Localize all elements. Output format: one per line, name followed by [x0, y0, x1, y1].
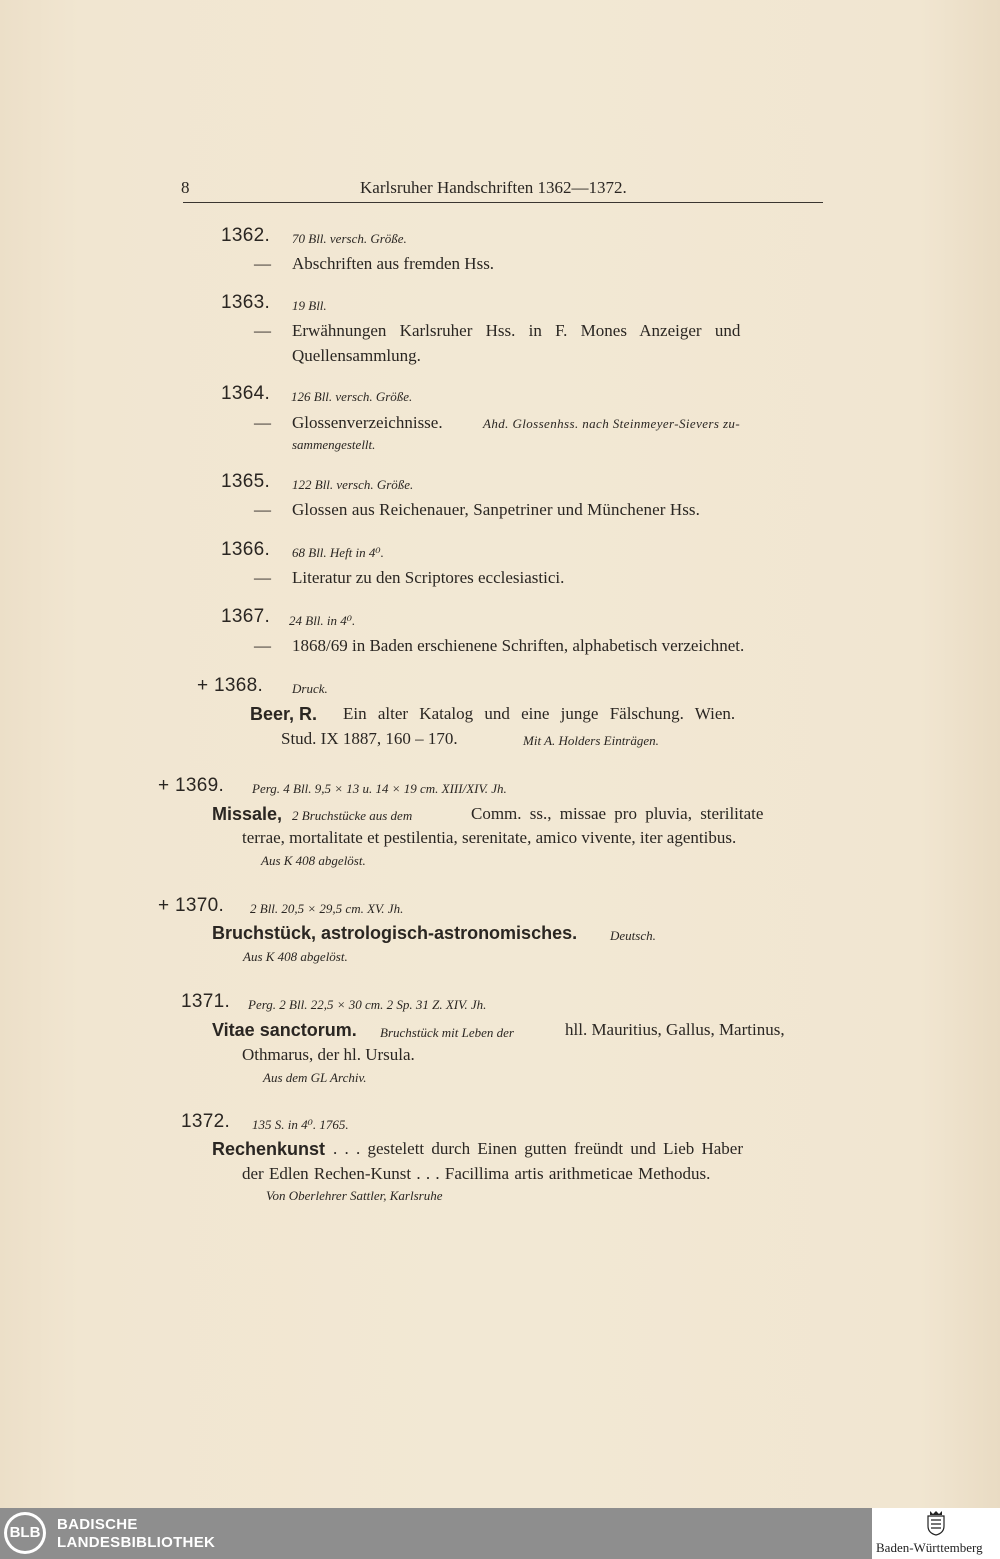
entry-text-line-2: terrae, mortalitate et pestilentia, serenitate, amico vivente, iter agentibus.: [242, 828, 737, 847]
entry-text: Abschriften aus fremden Hss.: [292, 254, 495, 273]
entry-text-line: [292, 321, 821, 341]
entry-text-line-2: der Edlen Rechen-Kunst . . . Facillima artis arithmeticae Methodus.: [242, 1164, 711, 1183]
entry-provenance: Aus dem GL Archiv.: [263, 1070, 367, 1085]
entry-number: + 1370.: [158, 895, 225, 916]
entry-dash: —: [254, 254, 271, 273]
library-name-line-2: LANDESBIBLIOTHEK: [57, 1534, 216, 1551]
entry-meta: 122 Bll. versch. Größe.: [292, 477, 414, 492]
library-name: [57, 1516, 215, 1552]
entry-text: hll. Mauritius, Gallus, Martinus,: [565, 1020, 785, 1039]
entry-title: Missale,: [212, 804, 283, 824]
entry-text: Literatur zu den Scriptores ecclesiastici.: [292, 568, 565, 587]
entry-meta: 68 Bll. Heft in 4⁰.: [292, 545, 384, 560]
entry-number: + 1368.: [197, 675, 264, 696]
entry-note: 2 Bruchstücke aus dem: [292, 808, 413, 823]
entry-meta: 135 S. in 4⁰. 1765.: [252, 1117, 349, 1132]
entry-meta: 126 Bll. versch. Größe.: [291, 389, 413, 404]
header-rule: [183, 202, 823, 203]
entry-meta: 24 Bll. in 4⁰.: [289, 613, 356, 628]
library-footer-bar: [0, 1508, 1000, 1559]
entry-dash: —: [254, 321, 271, 340]
entry-dash: —: [254, 636, 271, 655]
entry-dash: —: [254, 500, 271, 519]
entry-note: Ahd. Glossenhss. nach Steinmeyer-Sievers zu-: [483, 416, 741, 431]
entry-text-line-2: Stud. IX 1887, 160 – 170.: [281, 729, 458, 748]
entry-title: Bruchstück, astrologisch-astronomisches.: [212, 923, 578, 943]
entry-meta: 70 Bll. versch. Größe.: [292, 231, 407, 246]
entry-number: 1362.: [221, 225, 271, 246]
entry-number: 1363.: [221, 292, 271, 313]
entry-dash: —: [254, 568, 271, 587]
running-title: Karlsruher Handschriften 1362—1372.: [360, 178, 627, 197]
entry-note: Deutsch.: [610, 928, 656, 943]
entry-dash: —: [254, 413, 271, 432]
entry-text-line-2: Othmarus, der hl. Ursula.: [242, 1045, 415, 1064]
entry-number: + 1369.: [158, 775, 225, 796]
entry-number: 1372.: [181, 1111, 231, 1132]
entry-provenance: Von Oberlehrer Sattler, Karlsruhe: [266, 1188, 443, 1203]
entry-text: Glossenverzeichnisse.: [292, 413, 443, 432]
entry-meta: Perg. 2 Bll. 22,5 × 30 cm. 2 Sp. 31 Z. XIV. Jh.: [248, 997, 487, 1012]
entry-meta: 19 Bll.: [292, 298, 327, 313]
entry-meta: Perg. 4 Bll. 9,5 × 13 u. 14 × 19 cm. XIII/XIV. Jh.: [252, 781, 507, 796]
entry-title: Rechenkunst: [212, 1139, 326, 1159]
entry-number: 1367.: [221, 606, 271, 627]
entry-note: Bruchstück mit Leben der: [380, 1025, 514, 1040]
blb-logo-icon: [4, 1512, 46, 1554]
entry-note-line-2: sammengestellt.: [292, 437, 376, 452]
entry-text-line-2: Quellensammlung.: [292, 346, 421, 365]
entry-number: 1365.: [221, 471, 271, 492]
coat-of-arms-icon: [926, 1510, 946, 1536]
entry-number: 1371.: [181, 991, 231, 1012]
entry-note: Mit A. Holders Einträgen.: [523, 733, 659, 748]
entry-text: . . . gestelett durch Einen gutten freündt und Lieb Haber: [333, 1139, 744, 1158]
entry-number: 1364.: [221, 383, 271, 404]
state-badge: [872, 1508, 1000, 1559]
entry-text: Erwähnungen Karlsruher Hss. in F. Mones Anzeiger und: [292, 321, 741, 340]
entry-title: Vitae sanctorum.: [212, 1020, 357, 1040]
library-name-line-1: BADISCHE: [57, 1516, 138, 1533]
entry-meta: 2 Bll. 20,5 × 29,5 cm. XV. Jh.: [250, 901, 404, 916]
entry-text: Comm. ss., missae pro pluvia, sterilitate: [471, 804, 764, 823]
logo-abbrev: BLB: [7, 1515, 43, 1551]
entry-author: Beer, R.: [250, 704, 318, 724]
entry-text: Ein alter Katalog und eine junge Fälschung. Wien.: [343, 704, 736, 723]
page-number: 8: [181, 178, 190, 197]
state-name: Baden-Württemberg: [876, 1540, 983, 1555]
entry-text: Glossen aus Reichenauer, Sanpetriner und Münchener Hss.: [292, 500, 700, 519]
entry-text: 1868/69 in Baden erschienene Schriften, alphabetisch verzeichnet.: [292, 636, 745, 655]
entry-provenance: Aus K 408 abgelöst.: [261, 853, 366, 868]
entry-number: 1366.: [221, 539, 271, 560]
entry-meta: Druck.: [292, 681, 328, 696]
entry-provenance: Aus K 408 abgelöst.: [243, 949, 348, 964]
